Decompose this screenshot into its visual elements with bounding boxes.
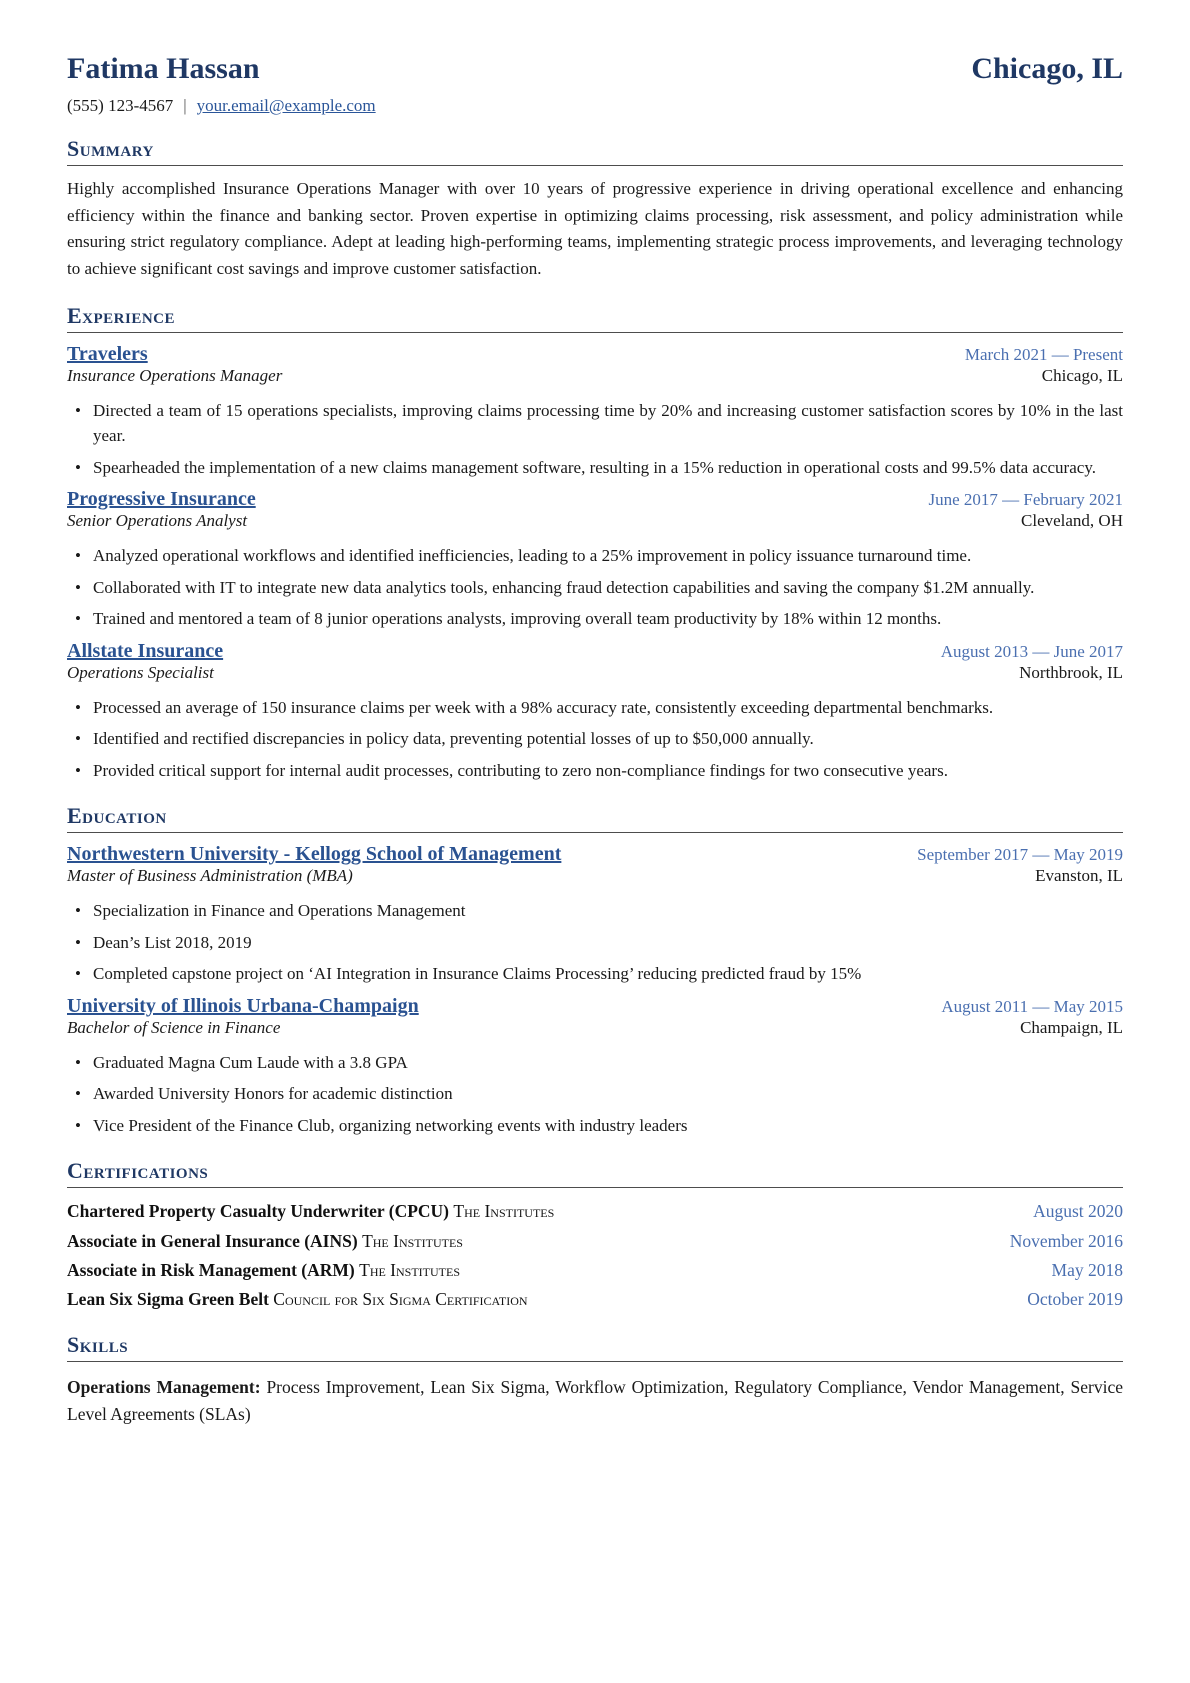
school-bullets bbox=[67, 898, 1123, 987]
school-location: Champaign, IL bbox=[1020, 1017, 1123, 1037]
section-education bbox=[67, 803, 1123, 1138]
job-bullet: • Analyzed operational workflows and identified inefficiencies, leading to a 25% improvement in policy issuance turnaround time. bbox=[67, 543, 1123, 569]
job-bullets bbox=[67, 543, 1123, 632]
school-link-uiuc[interactable]: University of Illinois Urbana-Champaign bbox=[67, 994, 419, 1017]
job-bullets bbox=[67, 398, 1123, 481]
degree: Master of Business Administration (MBA) bbox=[67, 866, 353, 886]
certification-date: November 2016 bbox=[1009, 1230, 1123, 1251]
job-title: Operations Specialist bbox=[67, 662, 214, 682]
skills-line bbox=[67, 1374, 1123, 1428]
job-dates: June 2017 — February 2021 bbox=[928, 490, 1123, 510]
job-location: Northbrook, IL bbox=[1019, 662, 1123, 682]
contact-line bbox=[67, 96, 1123, 116]
certification-text bbox=[67, 1228, 463, 1254]
certification-text bbox=[67, 1286, 528, 1312]
contact-separator: | bbox=[183, 96, 187, 115]
certification-text bbox=[67, 1257, 460, 1283]
experience-heading: Experience bbox=[67, 303, 1123, 333]
job-entry-travelers bbox=[67, 343, 1123, 481]
certification-org: The Institutes bbox=[453, 1201, 555, 1222]
skills-items: Process Improvement, Lean Six Sigma, Workflow Optimization, Regulatory Compliance, Vendor Management, Service Level Agreements (SLAs) bbox=[67, 1377, 1123, 1425]
header bbox=[67, 52, 1123, 86]
certification-row bbox=[67, 1198, 1123, 1224]
certification-date: August 2020 bbox=[1033, 1201, 1123, 1222]
section-skills bbox=[67, 1332, 1123, 1428]
school-bullet: • Graduated Magna Cum Laude with a 3.8 GPA bbox=[67, 1050, 1123, 1076]
job-dates: March 2021 — Present bbox=[964, 344, 1123, 364]
certification-org: The Institutes bbox=[362, 1230, 463, 1251]
job-bullet: • Provided critical support for internal audit processes, contributing to zero non-compliance findings for two consecutive years. bbox=[67, 758, 1123, 784]
company-link-progressive[interactable]: Progressive Insurance bbox=[67, 488, 256, 511]
job-title: Insurance Operations Manager bbox=[67, 365, 283, 385]
certification-org: The Institutes bbox=[359, 1259, 461, 1280]
school-bullet: • Specialization in Finance and Operations Management bbox=[67, 898, 1123, 924]
candidate-name: Fatima Hassan bbox=[67, 52, 260, 85]
certification-row bbox=[67, 1257, 1123, 1283]
job-location: Cleveland, OH bbox=[1021, 511, 1123, 531]
summary-heading: Summary bbox=[67, 136, 1123, 166]
school-entry-northwestern bbox=[67, 843, 1123, 987]
section-summary bbox=[67, 136, 1123, 283]
job-title: Senior Operations Analyst bbox=[67, 511, 248, 531]
degree: Bachelor of Science in Finance bbox=[67, 1017, 281, 1037]
certification-name: Lean Six Sigma Green Belt bbox=[67, 1289, 269, 1309]
education-heading: Education bbox=[67, 803, 1123, 833]
job-bullet: • Spearheaded the implementation of a new claims management software, resulting in a 15% reduction in operational costs and 99.5% data accuracy. bbox=[67, 455, 1123, 481]
section-experience bbox=[67, 303, 1123, 784]
job-bullet: • Collaborated with IT to integrate new data analytics tools, enhancing fraud detection capabilities and saving the company $1.2M annually. bbox=[67, 575, 1123, 601]
job-dates: August 2013 — June 2017 bbox=[940, 641, 1123, 661]
phone-number: (555) 123-4567 bbox=[67, 96, 174, 115]
job-bullet: • Processed an average of 150 insurance claims per week with a 98% accuracy rate, consistently exceeding departmental benchmarks. bbox=[67, 695, 1123, 721]
job-location: Chicago, IL bbox=[1041, 365, 1123, 385]
certification-name: Associate in General Insurance (AINS) bbox=[67, 1230, 358, 1251]
candidate-location: Chicago, IL bbox=[971, 52, 1123, 85]
job-bullet: • Identified and rectified discrepancies in policy data, preventing potential losses of up to $50,000 annually. bbox=[67, 726, 1123, 752]
job-bullet: • Directed a team of 15 operations specialists, improving claims processing time by 20% and increasing customer satisfaction scores by 10% in the last year. bbox=[67, 398, 1123, 449]
school-dates: August 2011 — May 2015 bbox=[941, 996, 1123, 1016]
certifications-heading: Certifications bbox=[67, 1158, 1123, 1188]
job-entry-allstate bbox=[67, 640, 1123, 784]
certification-name: Associate in Risk Management (ARM) bbox=[67, 1259, 355, 1280]
school-bullet: • Vice President of the Finance Club, organizing networking events with industry leaders bbox=[67, 1113, 1123, 1139]
school-bullet: • Completed capstone project on ‘AI Integration in Insurance Claims Processing’ reducing predicted fraud by 15% bbox=[67, 961, 1123, 987]
company-link-travelers[interactable]: Travelers bbox=[67, 342, 148, 365]
school-bullets bbox=[67, 1050, 1123, 1139]
certification-row bbox=[67, 1286, 1123, 1312]
section-certifications bbox=[67, 1158, 1123, 1312]
school-location: Evanston, IL bbox=[1035, 866, 1123, 886]
certification-date: May 2018 bbox=[1051, 1259, 1123, 1280]
summary-text: Highly accomplished Insurance Operations Manager with over 10 years of progressive experience in driving operational excellence and enhancing efficiency within the finance and banking sector. Proven expertise in optimizing claims processing, risk assessment, and policy administration while ensuring strict regulatory compliance. Adept at leading high-performing teams, implementing strategic process improvements, and leveraging technology to achieve significant cost savings and improve customer satisfaction. bbox=[67, 179, 1123, 279]
school-bullet: • Awarded University Honors for academic distinction bbox=[67, 1081, 1123, 1107]
school-dates: September 2017 — May 2019 bbox=[917, 845, 1123, 865]
skills-heading: Skills bbox=[67, 1332, 1123, 1362]
job-entry-progressive bbox=[67, 488, 1123, 632]
job-bullets bbox=[67, 695, 1123, 784]
certification-org: Council for Six Sigma Certification bbox=[273, 1289, 528, 1309]
certification-text bbox=[67, 1198, 554, 1224]
school-link-northwestern[interactable]: Northwestern University - Kellogg School of Management bbox=[67, 843, 562, 866]
certification-date: October 2019 bbox=[1027, 1289, 1123, 1309]
certification-row bbox=[67, 1228, 1123, 1254]
job-bullet: • Trained and mentored a team of 8 junior operations analysts, improving overall team productivity by 18% within 12 months. bbox=[67, 606, 1123, 632]
school-entry-uiuc bbox=[67, 995, 1123, 1139]
skills-category: Operations Management: bbox=[67, 1377, 261, 1398]
certification-name: Chartered Property Casualty Underwriter (CPCU) bbox=[67, 1201, 450, 1222]
company-link-allstate[interactable]: Allstate Insurance bbox=[67, 639, 224, 662]
email-link[interactable]: your.email@example.com bbox=[196, 96, 376, 115]
school-bullet: • Dean’s List 2018, 2019 bbox=[67, 930, 1123, 956]
